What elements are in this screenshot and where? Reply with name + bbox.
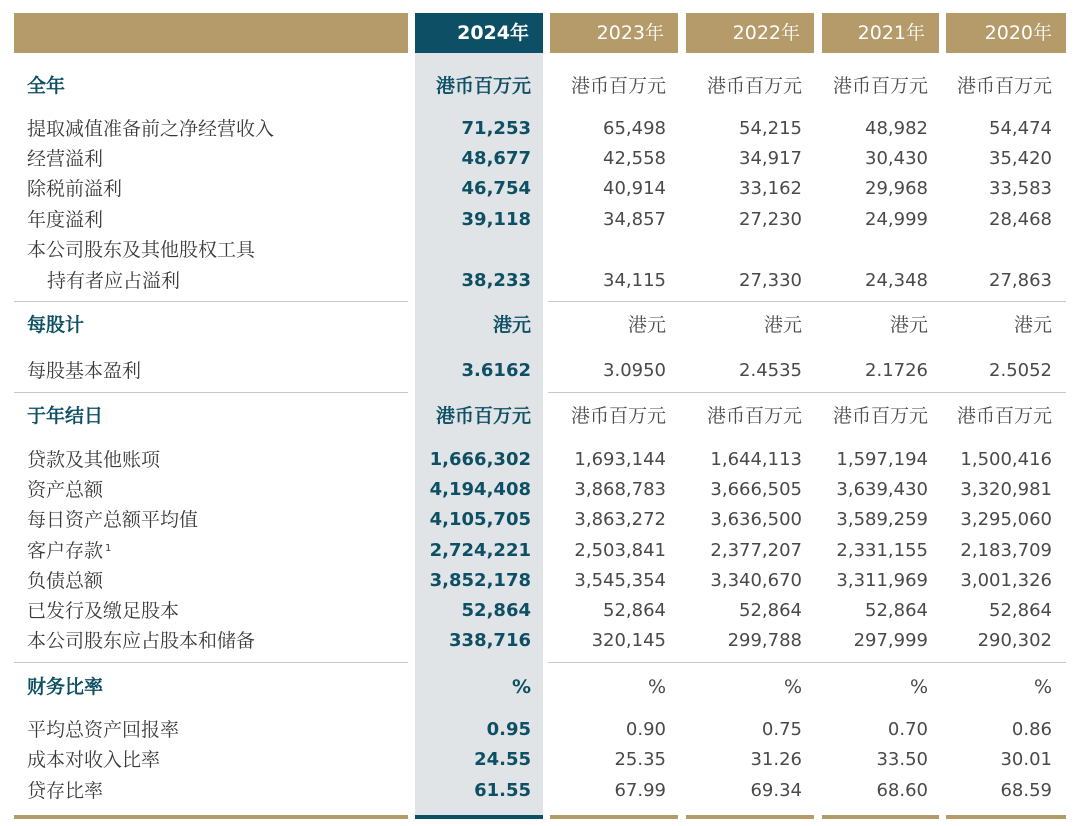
section-header-ratios <box>0 672 1080 702</box>
value-2024: 46,754 <box>461 178 531 199</box>
value-2022: 34,917 <box>739 148 802 169</box>
table-row <box>0 114 1080 144</box>
unit-2024: % <box>511 676 531 698</box>
header-year-2023: 2023年 <box>550 13 678 53</box>
value-2021: 1,597,194 <box>836 449 928 470</box>
row-label: 资产总额 <box>27 479 104 501</box>
row-label: 持有者应占溢利 <box>47 270 181 292</box>
value-2021: 48,982 <box>865 118 928 139</box>
value-2023: 3,863,272 <box>574 509 666 530</box>
value-2020: 0.86 <box>1011 719 1052 740</box>
value-2022: 31.26 <box>750 749 802 770</box>
table-row <box>0 266 1080 296</box>
row-label: 成本对收入比率 <box>27 749 161 771</box>
row-label: 提取减值准备前之净经营收入 <box>27 118 275 140</box>
bottom-rule-2024 <box>415 815 543 819</box>
value-2021: 2.1726 <box>865 360 928 381</box>
unit-2022: 港币百万元 <box>706 75 802 97</box>
value-2020: 3,295,060 <box>960 509 1052 530</box>
value-2023: 34,115 <box>603 270 666 291</box>
bottom-rule-labels <box>14 815 408 819</box>
unit-2023: 港币百万元 <box>570 75 666 97</box>
row-label: 本公司股东及其他股权工具 <box>27 239 256 261</box>
value-2024: 48,677 <box>461 148 531 169</box>
header-year-2020: 2020年 <box>946 13 1066 53</box>
value-2021: 24,999 <box>865 209 928 230</box>
value-2022: 299,788 <box>727 630 802 651</box>
unit-2021: 港元 <box>889 314 928 336</box>
section-header-full-year <box>0 71 1080 101</box>
bottom-rule-2021 <box>822 815 939 819</box>
value-2020: 3,001,326 <box>960 570 1052 591</box>
value-2024: 2,724,221 <box>429 540 531 561</box>
unit-2023: 港币百万元 <box>570 405 666 427</box>
row-label: 贷款及其他账项 <box>27 449 161 471</box>
table-row <box>0 566 1080 596</box>
table-row <box>0 205 1080 235</box>
value-2021: 0.70 <box>887 719 928 740</box>
bottom-rule-2022 <box>686 815 814 819</box>
value-2024: 39,118 <box>461 209 531 230</box>
value-2023: 3,545,354 <box>574 570 666 591</box>
row-label: 经营溢利 <box>27 148 104 170</box>
table-row <box>0 475 1080 505</box>
unit-2021: 港币百万元 <box>832 405 928 427</box>
value-2020: 2.5052 <box>989 360 1052 381</box>
value-2022: 69.34 <box>750 780 802 801</box>
value-2022: 27,230 <box>739 209 802 230</box>
value-2020: 33,583 <box>989 178 1052 199</box>
value-2020: 30.01 <box>1000 749 1052 770</box>
value-2021: 2,331,155 <box>836 540 928 561</box>
value-2020: 2,183,709 <box>960 540 1052 561</box>
value-2022: 52,864 <box>739 600 802 621</box>
value-2020: 54,474 <box>989 118 1052 139</box>
value-2021: 3,589,259 <box>836 509 928 530</box>
value-2021: 52,864 <box>865 600 928 621</box>
section-divider <box>548 662 1066 663</box>
value-2022: 0.75 <box>761 719 802 740</box>
value-2023: 65,498 <box>603 118 666 139</box>
unit-2020: 港元 <box>1013 314 1052 336</box>
unit-2020: 港币百万元 <box>956 405 1052 427</box>
row-label <box>27 536 111 566</box>
section-title: 每股计 <box>27 314 85 336</box>
value-2022: 3,340,670 <box>710 570 802 591</box>
table-row <box>0 715 1080 745</box>
row-label: 平均总资产回报率 <box>27 719 180 741</box>
table-row <box>0 776 1080 806</box>
value-2021: 29,968 <box>865 178 928 199</box>
header-year-2022: 2022年 <box>686 13 814 53</box>
value-2023: 3,868,783 <box>574 479 666 500</box>
header-year-2021: 2021年 <box>822 13 939 53</box>
section-header-year-end <box>0 401 1080 431</box>
value-2023: 42,558 <box>603 148 666 169</box>
bottom-rule-2020 <box>946 815 1066 819</box>
value-2024: 3.6162 <box>461 360 531 381</box>
unit-2020: 港币百万元 <box>956 75 1052 97</box>
unit-2024: 港元 <box>492 314 531 336</box>
value-2020: 52,864 <box>989 600 1052 621</box>
unit-2021: % <box>909 676 928 698</box>
value-2022: 3,636,500 <box>710 509 802 530</box>
value-2021: 30,430 <box>865 148 928 169</box>
row-label: 除税前溢利 <box>27 178 123 200</box>
value-2024: 71,253 <box>461 118 531 139</box>
section-title: 财务比率 <box>27 676 104 698</box>
row-label: 年度溢利 <box>27 209 104 231</box>
section-header-per-share <box>0 310 1080 340</box>
table-row <box>0 745 1080 775</box>
section-title: 全年 <box>27 75 66 97</box>
value-2023: 0.90 <box>625 719 666 740</box>
value-2023: 320,145 <box>591 630 666 651</box>
value-2020: 35,420 <box>989 148 1052 169</box>
table-row <box>0 626 1080 656</box>
value-2022: 3,666,505 <box>710 479 802 500</box>
value-2021: 68.60 <box>876 780 928 801</box>
table-row <box>0 356 1080 386</box>
value-2023: 25.35 <box>614 749 666 770</box>
value-2022: 54,215 <box>739 118 802 139</box>
section-divider <box>548 301 1066 302</box>
unit-2022: % <box>783 676 802 698</box>
value-2021: 297,999 <box>853 630 928 651</box>
unit-2024: 港币百万元 <box>435 405 531 427</box>
row-label: 贷存比率 <box>27 780 104 802</box>
value-2020: 3,320,981 <box>960 479 1052 500</box>
row-label: 负债总额 <box>27 570 104 592</box>
header-year-2024: 2024年 <box>415 13 543 53</box>
value-2024: 52,864 <box>461 600 531 621</box>
table-row <box>0 445 1080 475</box>
row-label: 已发行及缴足股本 <box>27 600 180 622</box>
value-2021: 24,348 <box>865 270 928 291</box>
value-2020: 28,468 <box>989 209 1052 230</box>
value-2023: 1,693,144 <box>574 449 666 470</box>
table-row <box>0 235 1080 265</box>
value-2022: 2,377,207 <box>710 540 802 561</box>
value-2024: 24.55 <box>474 749 531 770</box>
unit-2022: 港币百万元 <box>706 405 802 427</box>
section-divider <box>14 301 408 302</box>
section-divider <box>14 392 408 393</box>
bottom-rule-2023 <box>550 815 678 819</box>
value-2024: 4,105,705 <box>429 509 531 530</box>
value-2021: 3,639,430 <box>836 479 928 500</box>
value-2020: 1,500,416 <box>960 449 1052 470</box>
table-row <box>0 536 1080 566</box>
unit-2022: 港元 <box>763 314 802 336</box>
value-2024: 61.55 <box>474 780 531 801</box>
value-2021: 3,311,969 <box>836 570 928 591</box>
value-2024: 0.95 <box>486 719 531 740</box>
row-label: 每日资产总额平均值 <box>27 509 199 531</box>
value-2022: 33,162 <box>739 178 802 199</box>
value-2024: 338,716 <box>449 630 531 651</box>
unit-2021: 港币百万元 <box>832 75 928 97</box>
value-2022: 27,330 <box>739 270 802 291</box>
value-2023: 34,857 <box>603 209 666 230</box>
section-divider <box>14 662 408 663</box>
value-2022: 2.4535 <box>739 360 802 381</box>
value-2020: 27,863 <box>989 270 1052 291</box>
table-row <box>0 144 1080 174</box>
table-row <box>0 596 1080 626</box>
table-row <box>0 174 1080 204</box>
header-label-band <box>14 13 408 53</box>
value-2020: 290,302 <box>977 630 1052 651</box>
section-title: 于年结日 <box>27 405 104 427</box>
value-2023: 67.99 <box>614 780 666 801</box>
footnote-marker: 1 <box>105 543 112 554</box>
unit-2023: % <box>647 676 666 698</box>
value-2023: 3.0950 <box>603 360 666 381</box>
unit-2020: % <box>1033 676 1052 698</box>
value-2024: 3,852,178 <box>429 570 531 591</box>
row-label: 每股基本盈利 <box>27 360 142 382</box>
value-2023: 52,864 <box>603 600 666 621</box>
row-label: 本公司股东应占股本和储备 <box>27 630 256 652</box>
value-2023: 40,914 <box>603 178 666 199</box>
value-2020: 68.59 <box>1000 780 1052 801</box>
value-2024: 38,233 <box>461 270 531 291</box>
row-label-text: 客户存款 <box>27 540 104 562</box>
value-2023: 2,503,841 <box>574 540 666 561</box>
table-row <box>0 505 1080 535</box>
section-divider <box>548 392 1066 393</box>
value-2022: 1,644,113 <box>710 449 802 470</box>
value-2024: 1,666,302 <box>429 449 531 470</box>
unit-2023: 港元 <box>627 314 666 336</box>
unit-2024: 港币百万元 <box>435 75 531 97</box>
value-2021: 33.50 <box>876 749 928 770</box>
value-2024: 4,194,408 <box>429 479 531 500</box>
